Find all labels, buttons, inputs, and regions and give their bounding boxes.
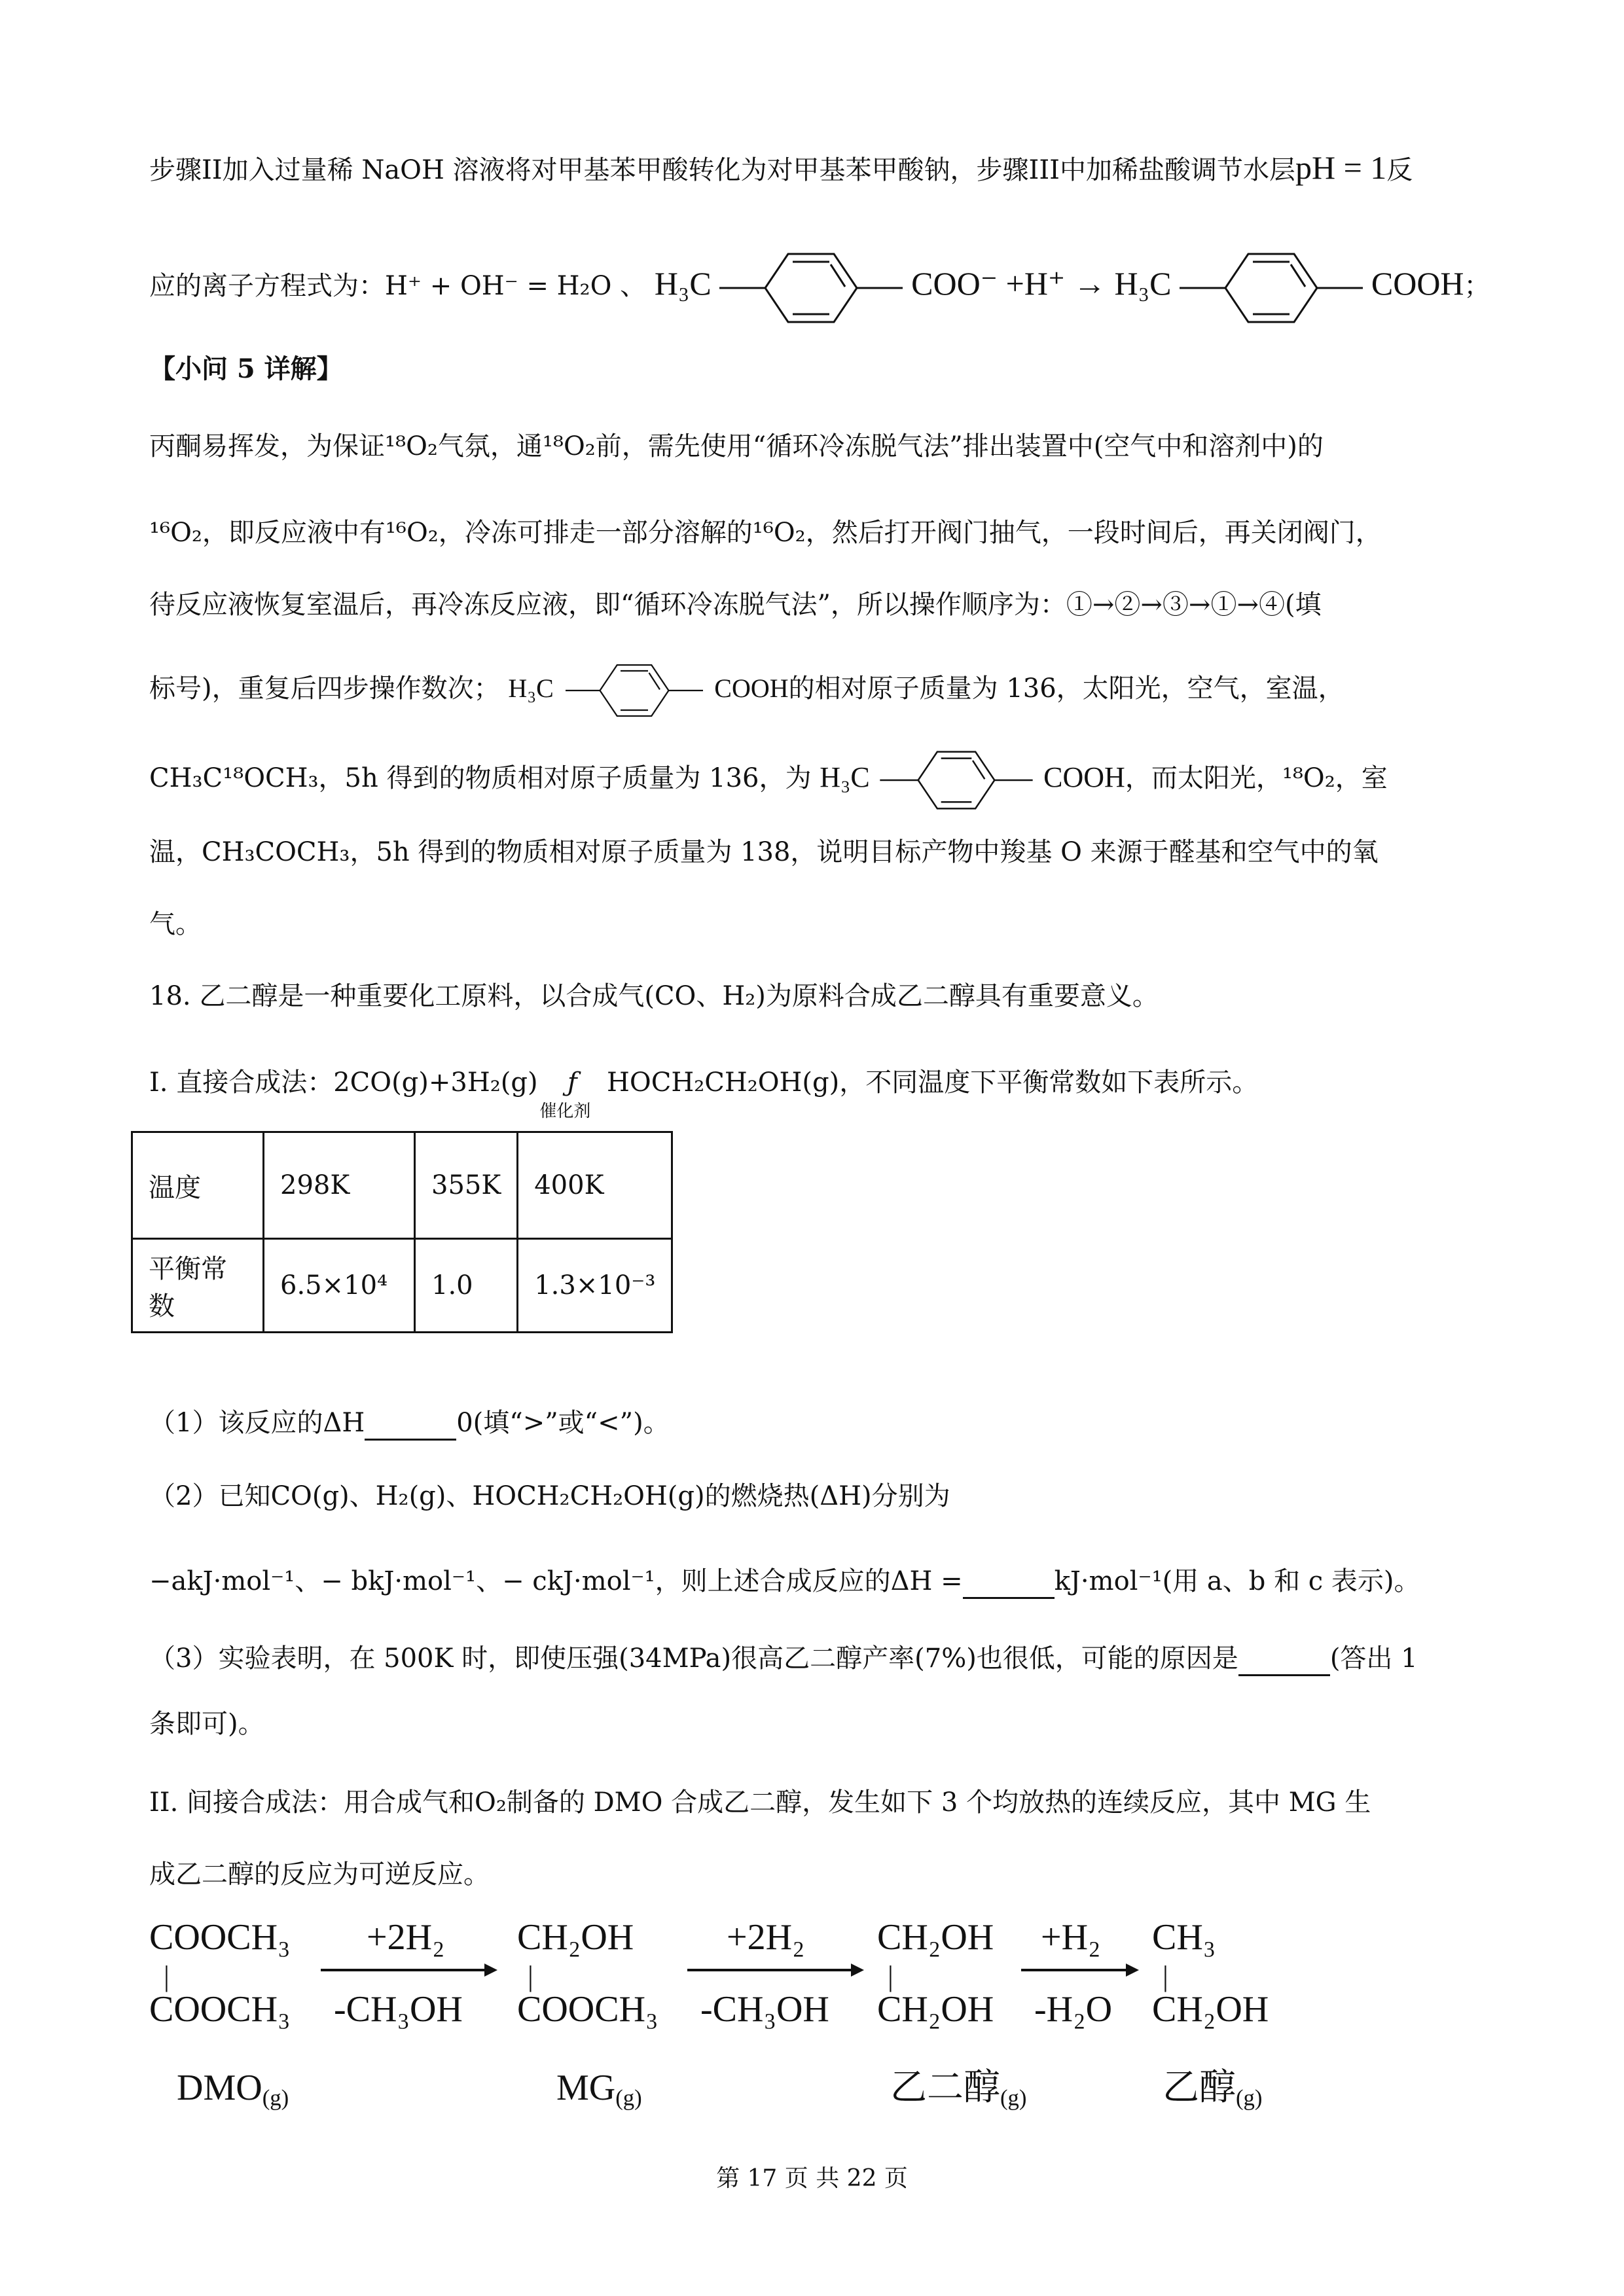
- text: 反: [1386, 155, 1413, 185]
- table-cell: 1.0: [415, 1239, 518, 1333]
- paragraph-line: 丙酮易挥发，为保证¹⁸O₂气氛，通¹⁸O₂前，需先使用“循环冷冻脱气法”排出装置中(空气中和溶剂中)的: [149, 431, 1324, 461]
- paragraph-line: 气。: [149, 909, 202, 939]
- paragraph-line: 待反应液恢复室温后，再冷冻反应液，即“循环冷冻脱气法”，所以操作顺序为：①→②→③→①→④(填: [149, 590, 1322, 620]
- label-text: MG: [556, 2068, 616, 2108]
- benzene-ring-icon: [878, 747, 1035, 813]
- sub-question-3: [149, 1643, 1418, 1676]
- phase: (g): [262, 2085, 289, 2111]
- answer-blank: [365, 1407, 456, 1441]
- equilibrium-symbol: ƒ: [567, 1067, 577, 1098]
- table-row: [132, 1239, 672, 1333]
- sub-question-5-heading: 【小问 5 详解】: [149, 353, 343, 384]
- paragraph-line: 温，CH₃COCH₃，5h 得到的物质相对原子质量为 138，说明目标产物中羧基 O 来源于醛基和空气中的氧: [149, 837, 1379, 867]
- ethanol-top: CH₃: [1152, 1917, 1216, 1958]
- bond-line: |: [1163, 1960, 1168, 1992]
- arrow-icon: [321, 1957, 497, 1983]
- phase: (g): [615, 2085, 642, 2111]
- mg-label: [556, 2068, 642, 2111]
- text: −akJ·mol⁻¹、− bkJ·mol⁻¹、− ckJ·mol⁻¹，则上述合成反应的ΔH =: [149, 1566, 963, 1596]
- sub-question-2-cont: [149, 1566, 1420, 1599]
- indirect-synthesis-line: II. 间接合成法：用合成气和O₂制备的 DMO 合成乙二醇，发生如下 3 个均放热的连续反应，其中 MG 生: [149, 1787, 1371, 1818]
- bond-line: |: [164, 1960, 170, 1992]
- arrow-3-top: +H₂: [1041, 1917, 1101, 1958]
- direct-synthesis-line: [149, 1067, 1259, 1121]
- h3c-group: H₃C: [820, 761, 870, 793]
- table-cell: 平衡常数: [132, 1239, 264, 1333]
- sub-question-3-cont: 条即可)。: [149, 1709, 264, 1739]
- text: 的相对原子质量为 136，太阳光，空气，室温，: [788, 673, 1344, 704]
- indirect-synthesis-line: 成乙二醇的反应为可逆反应。: [149, 1859, 490, 1890]
- benzene-ring-icon: [562, 661, 706, 720]
- arrow-1-bottom: -CH₃OH: [334, 1989, 463, 2030]
- arrow-2-bottom: -CH₃OH: [700, 1989, 829, 2030]
- eg-label: [890, 2066, 1027, 2111]
- label-text: DMO: [177, 2068, 262, 2108]
- bond-line: |: [528, 1960, 533, 1992]
- paragraph-line: ¹⁶O₂，即反应液中有¹⁶O₂，冷冻可排走一部分溶解的¹⁶O₂，然后打开阀门抽气，一段时间后，再关闭阀门，: [149, 518, 1382, 548]
- page-footer: 第 17 页 共 22 页: [716, 2165, 908, 2192]
- table-cell: 6.5×10⁴: [264, 1239, 415, 1333]
- ethanol-bottom: CH₂OH: [1152, 1989, 1269, 2030]
- paragraph-line-with-structure: [149, 661, 1344, 720]
- dmo-top: COOCH₃: [149, 1917, 291, 1958]
- sub-question-2: （2）已知CO(g)、H₂(g)、HOCH₂CH₂OH(g)的燃烧热(ΔH)分别为: [149, 1481, 950, 1511]
- mg-bottom: COOCH₃: [517, 1989, 659, 2030]
- carboxylate: COO⁻ +H⁺ →: [911, 265, 1106, 302]
- table-cell: 400K: [518, 1132, 672, 1239]
- table-row: [132, 1132, 672, 1239]
- label-text: 乙二醇: [890, 2066, 1000, 2109]
- arrow-1-top: +2H₂: [367, 1917, 445, 1958]
- eg-top: CH₂OH: [877, 1917, 994, 1958]
- paragraph-line-with-structure: [149, 747, 1388, 813]
- dmo-label: [177, 2068, 289, 2111]
- benzene-ring-icon: [719, 249, 903, 327]
- table-cell: 355K: [415, 1132, 518, 1239]
- h3c-group: H₃C: [508, 673, 554, 703]
- carboxyl: COOH: [1371, 265, 1464, 302]
- text: kJ·mol⁻¹(用 a、b 和 c 表示)。: [1054, 1566, 1420, 1596]
- text: （3）实验表明，在 500K 时，即使压强(34MPa)很高乙二醇产率(7%)也很低，可能的原因是: [149, 1643, 1238, 1674]
- label-text: 乙醇: [1163, 2066, 1236, 2109]
- ethanol-label: [1163, 2066, 1263, 2111]
- text: 应的离子方程式为：H⁺ + OH⁻ = H₂O 、: [149, 271, 647, 301]
- h3c-group: H₃C: [654, 265, 712, 302]
- arrow-icon: [1021, 1957, 1139, 1983]
- text: （1）该反应的ΔH: [149, 1408, 365, 1438]
- line-2: [149, 249, 1490, 327]
- phase: (g): [1000, 2085, 1027, 2111]
- dmo-bottom: COOCH₃: [149, 1989, 291, 2030]
- phase: (g): [1236, 2085, 1263, 2111]
- text: 标号)，重复后四步操作数次；: [149, 673, 500, 704]
- table-cell: 1.3×10⁻³: [518, 1239, 672, 1333]
- text: (答出 1: [1329, 1643, 1418, 1674]
- catalyst-label: 催化剂: [539, 1102, 591, 1121]
- ph-expression: pH = 1: [1295, 149, 1387, 186]
- sub-question-1: [149, 1407, 670, 1441]
- h3c-group: H₃C: [1114, 265, 1172, 302]
- arrow-3-bottom: -H₂O: [1034, 1989, 1113, 2030]
- answer-blank: [1238, 1643, 1330, 1676]
- carboxyl: COOH: [714, 673, 789, 703]
- table-cell: 温度: [132, 1132, 264, 1239]
- arrow-icon: [687, 1957, 864, 1983]
- text: HOCH₂CH₂OH(g)，不同温度下平衡常数如下表所示。: [607, 1067, 1259, 1098]
- question-18-stem: 18. 乙二醇是一种重要化工原料，以合成气(CO、H₂)为原料合成乙二醇具有重要意义。: [149, 981, 1159, 1011]
- answer-blank: [963, 1566, 1055, 1599]
- mg-top: CH₂OH: [517, 1917, 634, 1958]
- table-cell: 298K: [264, 1132, 415, 1239]
- equilibrium-arrow: [539, 1067, 598, 1121]
- text: ；: [1464, 271, 1490, 301]
- benzene-ring-icon: [1180, 249, 1363, 327]
- eg-bottom: CH₂OH: [877, 1989, 994, 2030]
- line-1: [149, 149, 1413, 186]
- text: 0(填“>”或“<”)。: [456, 1408, 670, 1438]
- equilibrium-constant-table: [131, 1131, 673, 1333]
- text: ，而太阳光，¹⁸O₂，室: [1125, 763, 1388, 793]
- carboxyl: COOH: [1043, 761, 1125, 793]
- arrow-2-top: +2H₂: [727, 1917, 805, 1958]
- text: 步骤II加入过量稀 NaOH 溶液将对甲基苯甲酸转化为对甲基苯甲酸钠，步骤III中加稀盐酸调节水层: [149, 155, 1295, 185]
- text: I. 直接合成法：2CO(g)+3H₂(g): [149, 1067, 538, 1098]
- bond-line: |: [888, 1960, 893, 1992]
- text: CH₃C¹⁸OCH₃，5h 得到的物质相对原子质量为 136，为: [149, 763, 812, 793]
